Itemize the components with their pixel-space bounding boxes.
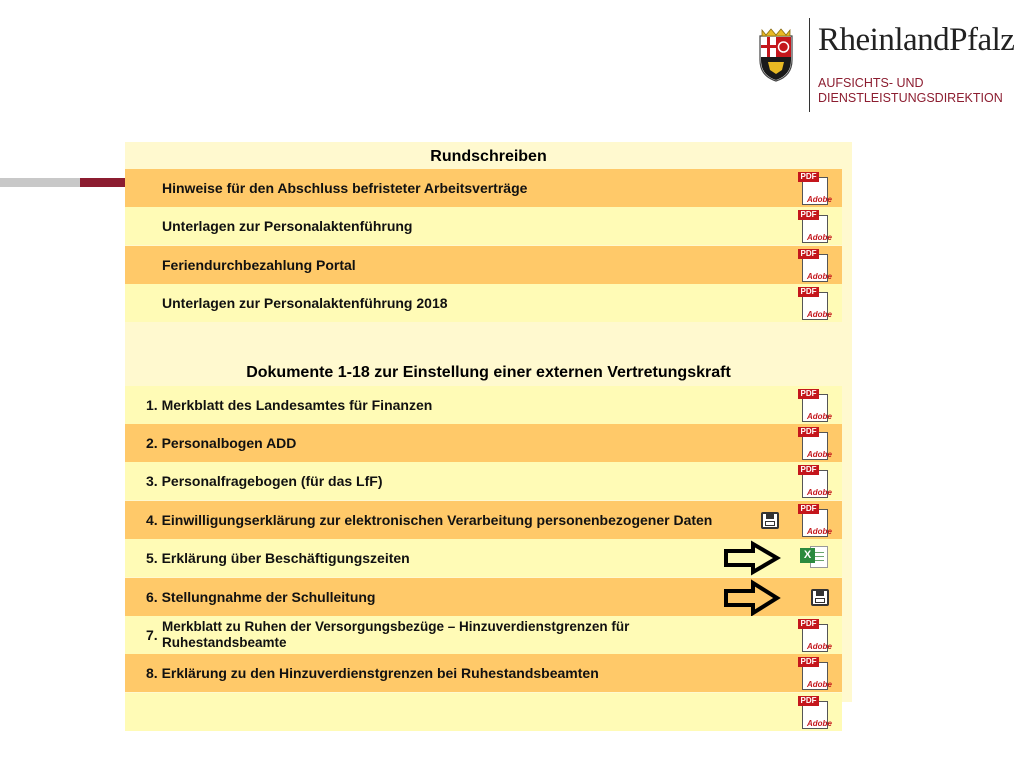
list-item[interactable] [125, 284, 842, 322]
pdf-icon[interactable]: PDF Adobe [798, 503, 831, 537]
list-item-number: 7. [146, 627, 158, 643]
list-item-label[interactable]: 4. Einwilligungserklärung zur elektronischen Verarbeitung personenbezogener Daten [146, 512, 713, 528]
list-item-label[interactable]: 6. Stellungnahme der Schulleitung [146, 589, 376, 605]
rlp-logo [754, 18, 1015, 118]
logo-subtitle-line2: DIENSTLEISTUNGSDIREKTION [818, 91, 1003, 105]
list-item[interactable] [125, 539, 842, 577]
pdf-icon[interactable]: PDF Adobe [798, 426, 831, 460]
pdf-icon[interactable]: PDF Adobe [798, 171, 831, 205]
list-item[interactable] [125, 207, 842, 245]
accent-line-red [80, 178, 126, 187]
list-item[interactable] [125, 654, 842, 692]
list-item-label[interactable]: Merkblatt zu Ruhen der Versorgungsbezüge – Hinzuverdienstgrenzen für Ruhestandsbeamte [162, 619, 630, 650]
list-item[interactable] [125, 169, 842, 207]
list-item-label[interactable]: 5. Erklärung über Beschäftigungszeiten [146, 550, 410, 566]
list-item-label[interactable]: 3. Personalfragebogen (für das LfF) [146, 473, 383, 489]
list-item-label[interactable]: Unterlagen zur Personalaktenführung [162, 218, 413, 234]
list-item[interactable] [125, 246, 842, 284]
pdf-icon[interactable]: PDF Adobe [798, 656, 831, 690]
list-item-label[interactable]: 8. Erklärung zu den Hinzuverdienstgrenzen bei Ruhestandsbeamten [146, 665, 599, 681]
section-title-dokumente: Dokumente 1-18 zur Einstellung einer externen Vertretungskraft [246, 364, 731, 381]
pdf-icon[interactable]: PDF Adobe [798, 286, 831, 320]
accent-line-gray [0, 178, 80, 187]
list-item-label[interactable]: 2. Personalbogen ADD [146, 435, 297, 451]
pdf-icon[interactable]: PDF Adobe [798, 695, 831, 729]
list-item-label[interactable]: 1. Merkblatt des Landesamtes für Finanzen [146, 397, 433, 413]
arrow-right-icon [723, 580, 781, 616]
pdf-icon[interactable]: PDF Adobe [798, 209, 831, 243]
downloads-panel [125, 142, 852, 728]
save-icon[interactable] [811, 589, 829, 606]
list-item-label[interactable]: Feriendurchbezahlung Portal [162, 257, 356, 273]
list-item[interactable] [125, 424, 842, 462]
pdf-icon[interactable]: PDF Adobe [798, 618, 831, 652]
section-title-rundschreiben: Rundschreiben [430, 148, 547, 165]
pdf-icon[interactable]: PDF Adobe [798, 248, 831, 282]
coat-of-arms-icon [754, 26, 798, 82]
list-item-partial [125, 693, 842, 731]
logo-subtitle-line1: AUFSICHTS- UND [818, 76, 924, 90]
pdf-icon[interactable]: PDF Adobe [798, 388, 831, 422]
list-item[interactable] [125, 462, 842, 500]
logo-divider [809, 18, 810, 112]
arrow-right-icon [723, 541, 781, 575]
excel-icon[interactable]: X [800, 545, 830, 571]
list-item[interactable] [125, 386, 842, 424]
list-item[interactable] [125, 501, 842, 539]
logo-title: RheinlandPfalz [818, 22, 1015, 58]
list-item[interactable] [125, 578, 842, 616]
pdf-icon[interactable]: PDF Adobe [798, 464, 831, 498]
list-item-label[interactable]: Unterlagen zur Personalaktenführung 2018 [162, 295, 448, 311]
save-icon[interactable] [761, 512, 779, 529]
logo-subtitle [818, 76, 1003, 106]
list-item-label[interactable]: Hinweise für den Abschluss befristeter Arbeitsverträge [162, 180, 528, 196]
list-item[interactable] [125, 616, 842, 654]
